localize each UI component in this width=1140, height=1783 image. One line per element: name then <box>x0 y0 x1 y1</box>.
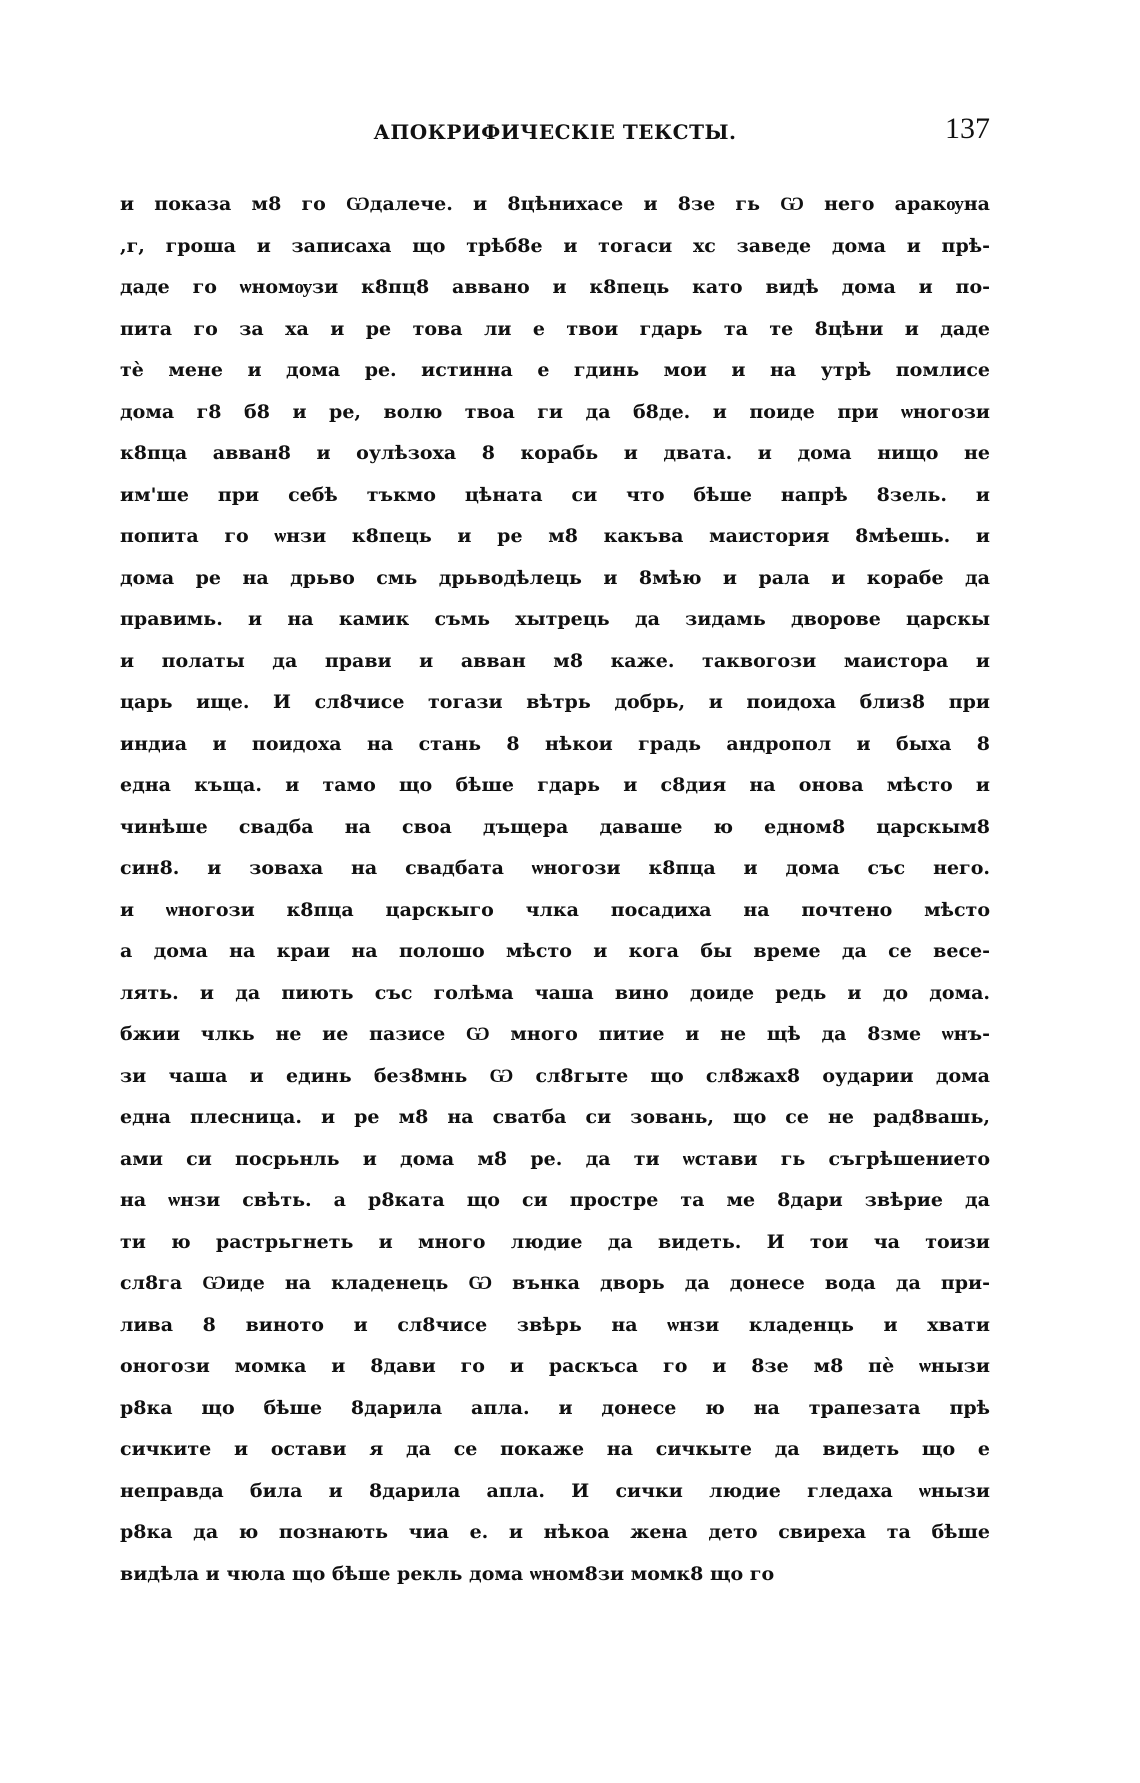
text-line: лять. и да пиють със голѣма чаша вино доиде редь и до дома. <box>120 981 990 1004</box>
text-line: видѣла и чюла що бѣше рекль дома ѡном8зи момк8 що го <box>120 1562 775 1585</box>
text-line: к8пца авван8 и оулѣзоха 8 корабь и двата. и дома нищо не <box>120 442 990 464</box>
text-line: лива 8 виното и сл8чисе звѣрь на ѡнзи кладенць и хвати <box>120 1313 990 1336</box>
running-head <box>120 112 990 152</box>
text-line: ами си посрьнль и дома м8 ре. да ти ѡстави гь съгрѣшението <box>120 1147 990 1170</box>
text-line: тѐ мене и дома ре. истинна е гдинь мои и на утрѣ помлисе <box>120 359 990 381</box>
body-text <box>120 184 990 1595</box>
text-line: дома ре на дрьво смь дрьводѣлець и 8мѣю и рала и корабе да <box>120 566 990 589</box>
text-line: а дома на краи на полошо мѣсто и кога бы време да се весе- <box>120 940 990 962</box>
text-line: една къща. и тамо що бѣше гдарь и с8дия на онова мѣсто и <box>120 774 990 796</box>
text-line: на ѡнзи свѣть. а р8ката що си простре та ме 8дари звѣрие да <box>120 1189 990 1211</box>
text-line: чинѣше свадба на своа дъщера даваше ю едном8 царскым8 <box>120 815 990 838</box>
text-line: ,г, гроша и записаха що трѣб8е и тогаси хс заведе дома и прѣ- <box>120 234 990 257</box>
text-line: пита го за ха и ре това ли е твои гдарь та те 8цѣни и даде <box>120 317 990 340</box>
text-line: и полаты да прави и авван м8 каже. таквогози маистора и <box>120 649 990 672</box>
text-line: сичките и остави я да се покаже на сичкыте да видеть що е <box>120 1438 990 1460</box>
text-line: даде го ѡномѹзи к8пц8 аввано и к8пець като видѣ дома и по- <box>120 276 990 298</box>
text-line: индиа и поидоха на стань 8 нѣкои градь андропол и быха 8 <box>120 732 990 755</box>
text-line: бжии члкь не ие пазисе Ѡ много питие и не щѣ да 8зме ѡнъ- <box>120 1023 990 1045</box>
text-line: и показа м8 го Ѡдалече. и 8цѣнихасе и 8зе гь Ѡ него аракѹна <box>120 193 990 215</box>
text-line: царь ище. И сл8чисе тогази вѣтрь добрь, и поидоха близ8 при <box>120 691 990 713</box>
text-line: сл8га Ѡиде на кладенець Ѡ вънка дворь да донесе вода да при- <box>120 1272 990 1294</box>
text-line: оногози момка и 8дави го и раскъса го и 8зе м8 пѐ ѡнызи <box>120 1355 990 1377</box>
text-line: и ѡногози к8пца царскыго члка посадиха на почтено мѣсто <box>120 898 990 921</box>
text-line: р8ка що бѣше 8дарила апла. и донесе ю на трапезата прѣ <box>120 1396 990 1419</box>
text-line: зи чаша и единь без8мнь Ѡ сл8гыте що сл8жах8 оударии дома <box>120 1064 990 1087</box>
text-line: син8. и зоваха на свадбата ѡногози к8пца и дома със него. <box>120 857 990 879</box>
text-line: правимь. и на камик съмь хытрець да зидамь дворове царскы <box>120 608 990 630</box>
text-line: неправда била и 8дарила апла. И сички людие гледаха ѡнызи <box>120 1479 990 1502</box>
text-line: попита го ѡнзи к8пець и ре м8 какъва маистория 8мѣешь. и <box>120 525 990 547</box>
text-line: р8ка да ю познають чиа е. и нѣкоа жена дето свиреха та бѣше <box>120 1521 990 1543</box>
text-line: ти ю растрьгнеть и много людие да видеть. И тои ча тоизи <box>120 1230 990 1253</box>
text-line: им'ше при себѣ тъкмо цѣната си что бѣше напрѣ 8зель. и <box>120 483 990 506</box>
running-title: АПОКРИФИЧЕСКІЕ ТЕКСТЫ. <box>373 120 737 144</box>
text-line: една плесница. и ре м8 на сватба си зовань, що се не рад8вашь, <box>120 1106 990 1128</box>
page-number: 137 <box>945 112 990 145</box>
text-line: дома г8 б8 и ре, волю твоа ги да б8де. и поиде при ѡногози <box>120 400 990 423</box>
